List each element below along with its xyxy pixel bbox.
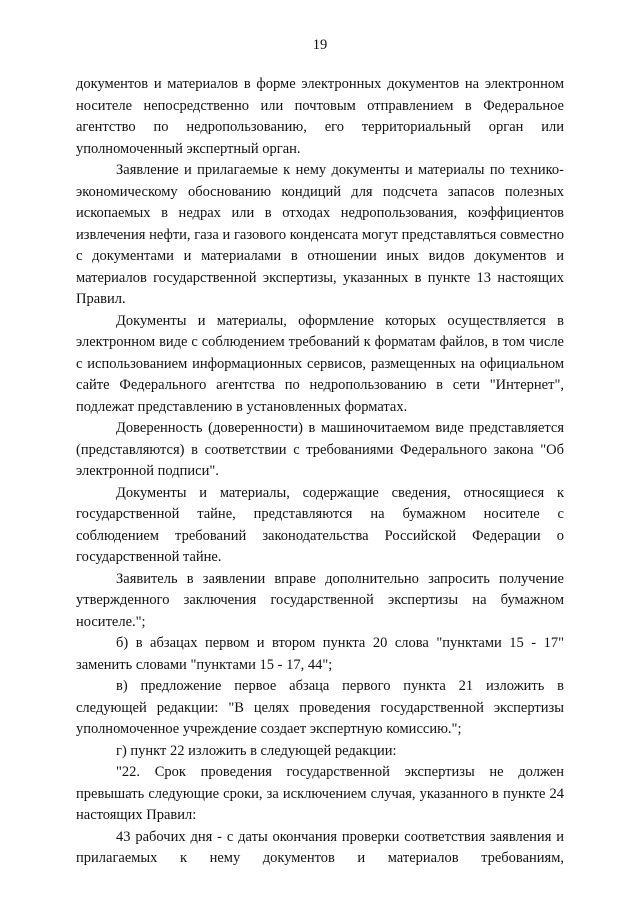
paragraph-electronic-formats: Документы и материалы, оформление которых осуществляется в электронном виде с соблюдением требований к форматам файлов, в том числе с использованием информационных сервисов, размещенных на официальном сайте Федерального агентства по недропользованию в сети "Интернет", подлежат представлению в установленных форматах. [76,312,564,415]
paragraph-paper-conclusion: Заявитель в заявлении вправе дополнительно запросить получение утвержденного заключения государственной экспертизы на бумажном носителе."; [76,570,564,630]
paragraph-amendment-v: в) предложение первое абзаца первого пункта 21 изложить в следующей редакции: "В целях проведения государственной экспертизы уполномоченное учреждение создает экспертную комиссию."; [76,678,564,737]
paragraph-state-secret: Документы и материалы, содержащие сведения, относящиеся к государственной тайне, представляются на бумажном носителе с соблюдением требований законодательства Российской Федерации о государственной тайне. [76,484,564,565]
paragraph-amendment-b: б) в абзацах первом и втором пункта 20 слова "пунктами 15 - 17" заменить словами "пунктами 15 - 17, 44"; [76,635,564,673]
paragraph-amendment-g: г) пункт 22 изложить в следующей редакции: [116,742,397,759]
paragraph-application-materials: Заявление и прилагаемые к нему документы и материалы по технико-экономическому обоснованию кондиций для подсчета запасов полезных ископаемых в недрах или в отходах недропользования, коэффициентов извлечения нефти, газа и газового конденсата могут представляться совместно с документами и материалами в отношении иных видов документов и материалов государственной экспертизы, указанных в пункте 13 настоящих Правил. [76,162,564,307]
paragraph-43-working-days: 43 рабочих дня - с даты окончания проверки соответствия заявления и прилагаемых к нему документов и материалов требованиям, [76,828,564,866]
document-body [76,74,564,870]
paragraph-continuation: документов и материалов в форме электронных документов на электронном носителе непосредственно или почтовым отправлением в Федеральное агентство по недропользованию, его территориальный орган или уполномоченный экспертный орган. [76,76,564,157]
paragraph-power-of-attorney: Доверенность (доверенности) в машиночитаемом виде представляется (представляются) в соответствии с требованиями Федерального закона "Об электронной подписи". [76,420,564,479]
paragraph-clause-22: "22. Срок проведения государственной экспертизы не должен превышать следующие сроки, за исключением случая, указанного в пункте 24 настоящих Правил: [76,764,564,823]
page-number: 19 [312,37,328,53]
